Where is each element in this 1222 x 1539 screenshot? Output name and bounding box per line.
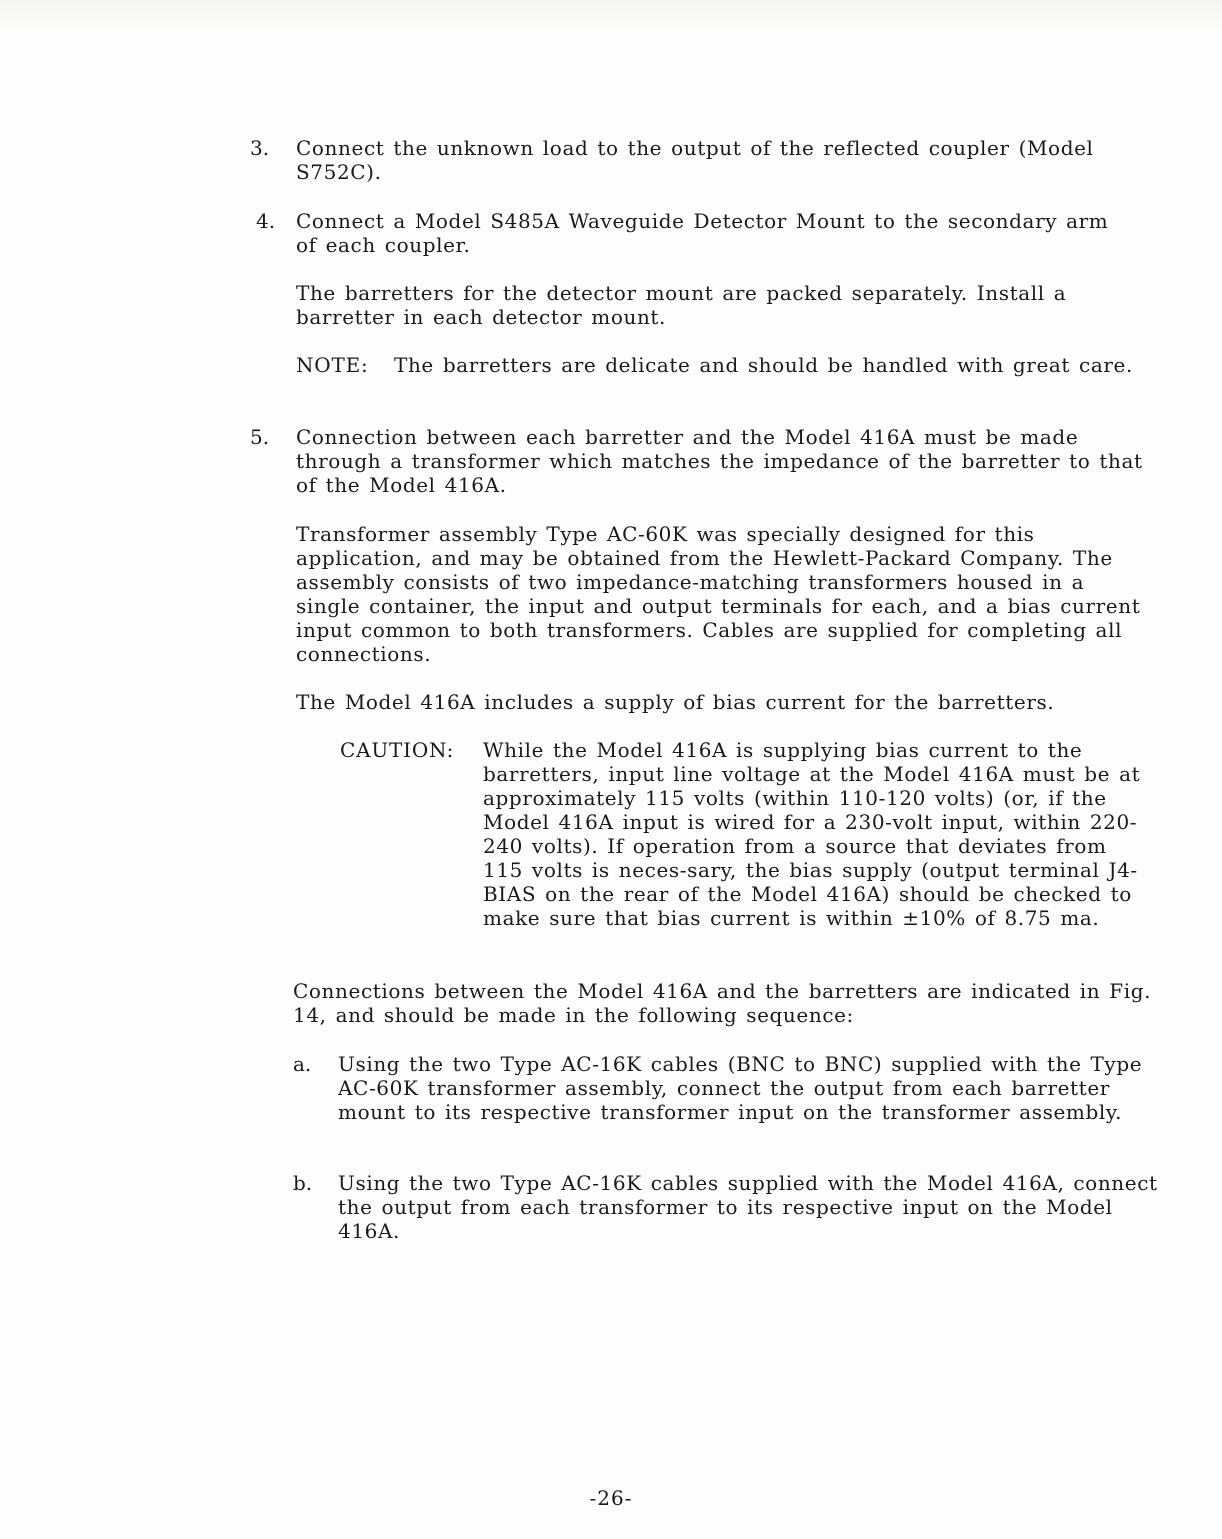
caution-label: CAUTION: <box>340 738 455 762</box>
bias-supply-paragraph: The Model 416A includes a supply of bias current for the barretters. <box>296 690 1055 714</box>
step-5-number: 5. <box>250 425 270 449</box>
step-3-number: 3. <box>250 136 270 160</box>
scan-top-edge <box>0 0 1222 30</box>
step-3-text: Connect the unknown load to the output of the reflected coupler (Model S752C). <box>296 136 1094 184</box>
substep-a-letter: a. <box>293 1052 312 1076</box>
substep-b-letter: b. <box>293 1171 313 1195</box>
substep-b-text: Using the two Type AC-16K cables supplied with the Model 416A, connect the output from each transformer to its respective input on the Model 416A. <box>338 1171 1158 1243</box>
step-4-text: Connect a Model S485A Waveguide Detector Mount to the secondary arm of each coupler. <box>296 209 1109 257</box>
step-4-number: 4. <box>256 209 276 233</box>
substep-a-text: Using the two Type AC-16K cables (BNC to BNC) supplied with the Type AC-60K transformer assembly, connect the output from each barretter mount to its respective transformer input on the transformer assembly. <box>338 1052 1143 1124</box>
step-5-text: Connection between each barretter and the Model 416A must be made through a transformer which matches the impedance of the barretter to that of the Model 416A. <box>296 425 1143 497</box>
note-text: The barretters are delicate and should be handled with great care. <box>394 353 1133 377</box>
caution-text: While the Model 416A is supplying bias current to the barretters, input line voltage at the Model 416A must be at approximately 115 volts (within 110-120 volts) (or, if the Model 416A input is wired for a 230-volt input, within 220-240 volts). If operation from a source that deviates from 115 volts is neces-sary, the bias supply (output terminal J4-BIAS on the rear of the Model 416A) should be checked to make sure that bias current is within ±10% of 8.75 ma. <box>483 738 1141 930</box>
note-label: NOTE: <box>296 353 369 377</box>
transformer-paragraph: Transformer assembly Type AC-60K was specially designed for this application, and may be obtained from the Hewlett-Packard Company. The assembly consists of two impedance-matching transformers housed in a single container, the input and output terminals for each, and a bias current input common to both transformers. Cables are supplied for completing all connections. <box>296 522 1141 666</box>
page-number: -26- <box>589 1486 633 1510</box>
connections-paragraph: Connections between the Model 416A and the barretters are indicated in Fig. 14, and should be made in the following sequence: <box>293 979 1152 1027</box>
step-4-paragraph: The barretters for the detector mount are packed separately. Install a barretter in each detector mount. <box>296 281 1067 329</box>
